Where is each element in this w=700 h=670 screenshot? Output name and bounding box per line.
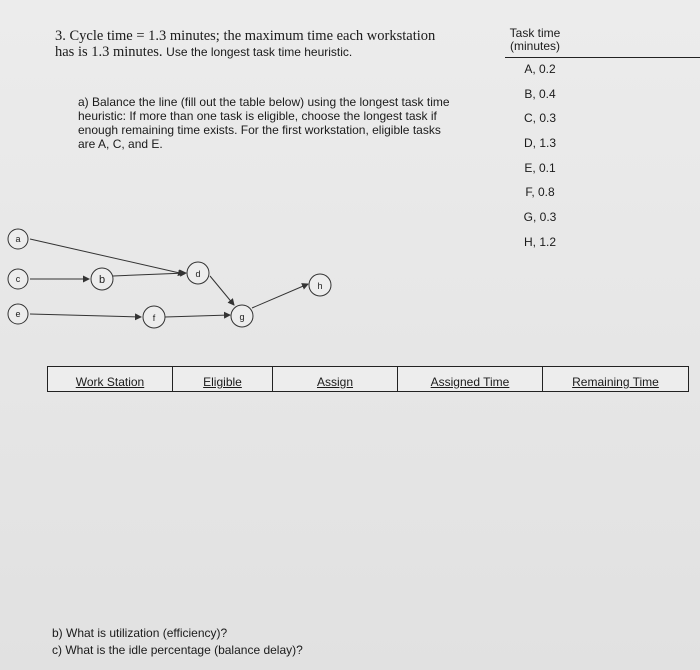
task-row: E, 0.1 — [524, 161, 556, 175]
task-time-header-rule — [505, 57, 700, 58]
svg-text:c: c — [15, 274, 21, 284]
column-work-station: Work Station — [48, 367, 173, 391]
problem-lead: 3. Cycle time = 1.3 minutes; the maximum time each workstation has is 1.3 minutes. — [55, 28, 436, 60]
edge-e-f — [30, 314, 141, 317]
part-a-instructions: a) Balance the line (fill out the table below) using the longest task time heuristic: If more than one task is eligible, choose the longest task if enough remaining time exists. For the first workstation, eligible tasks are A, C, and E. — [78, 95, 450, 151]
task-row: B, 0.4 — [524, 87, 556, 101]
question-c: c) What is the idle percentage (balance delay)? — [52, 643, 303, 657]
svg-text:e: e — [15, 309, 21, 319]
node-f — [143, 306, 165, 328]
task-row: A, 0.2 — [524, 62, 556, 76]
svg-text:g: g — [239, 312, 245, 322]
task-row: F, 0.8 — [525, 185, 555, 199]
task-time-table — [505, 26, 700, 249]
node-a — [8, 229, 28, 249]
svg-text:f: f — [152, 313, 156, 323]
node-e — [8, 304, 28, 324]
column-remaining-time: Remaining Time — [572, 375, 659, 389]
node-b — [91, 268, 113, 290]
svg-text:h: h — [317, 281, 323, 291]
edge-g-h — [252, 284, 308, 308]
problem-heuristic: Use the longest task time heuristic. — [166, 45, 353, 59]
task-time-header-unit: (minutes) — [509, 39, 560, 53]
svg-text:d: d — [195, 269, 201, 279]
line-balancing-table — [47, 366, 689, 392]
task-time-header — [505, 27, 565, 53]
column-assigned-time: Assigned Time — [398, 367, 543, 391]
task-row: H, 1.2 — [523, 235, 556, 249]
task-row: C, 0.3 — [523, 111, 556, 125]
task-row: G, 0.3 — [523, 210, 557, 224]
node-c — [8, 269, 28, 289]
precedence-diagram — [0, 220, 360, 340]
column-assign: Assign — [273, 367, 398, 391]
svg-text:b: b — [98, 274, 106, 286]
edge-d-g — [210, 276, 234, 305]
column-eligible: Eligible — [173, 367, 273, 391]
node-h — [309, 274, 331, 296]
problem-statement — [55, 28, 455, 60]
edge-b-d — [113, 273, 186, 276]
svg-text:a: a — [15, 234, 21, 244]
edge-f-g — [165, 315, 230, 317]
node-d — [187, 262, 209, 284]
question-b: b) What is utilization (efficiency)? — [52, 626, 228, 640]
task-time-header-title: Task time — [509, 26, 561, 40]
node-g — [231, 305, 253, 327]
task-row: D, 1.3 — [523, 136, 556, 150]
